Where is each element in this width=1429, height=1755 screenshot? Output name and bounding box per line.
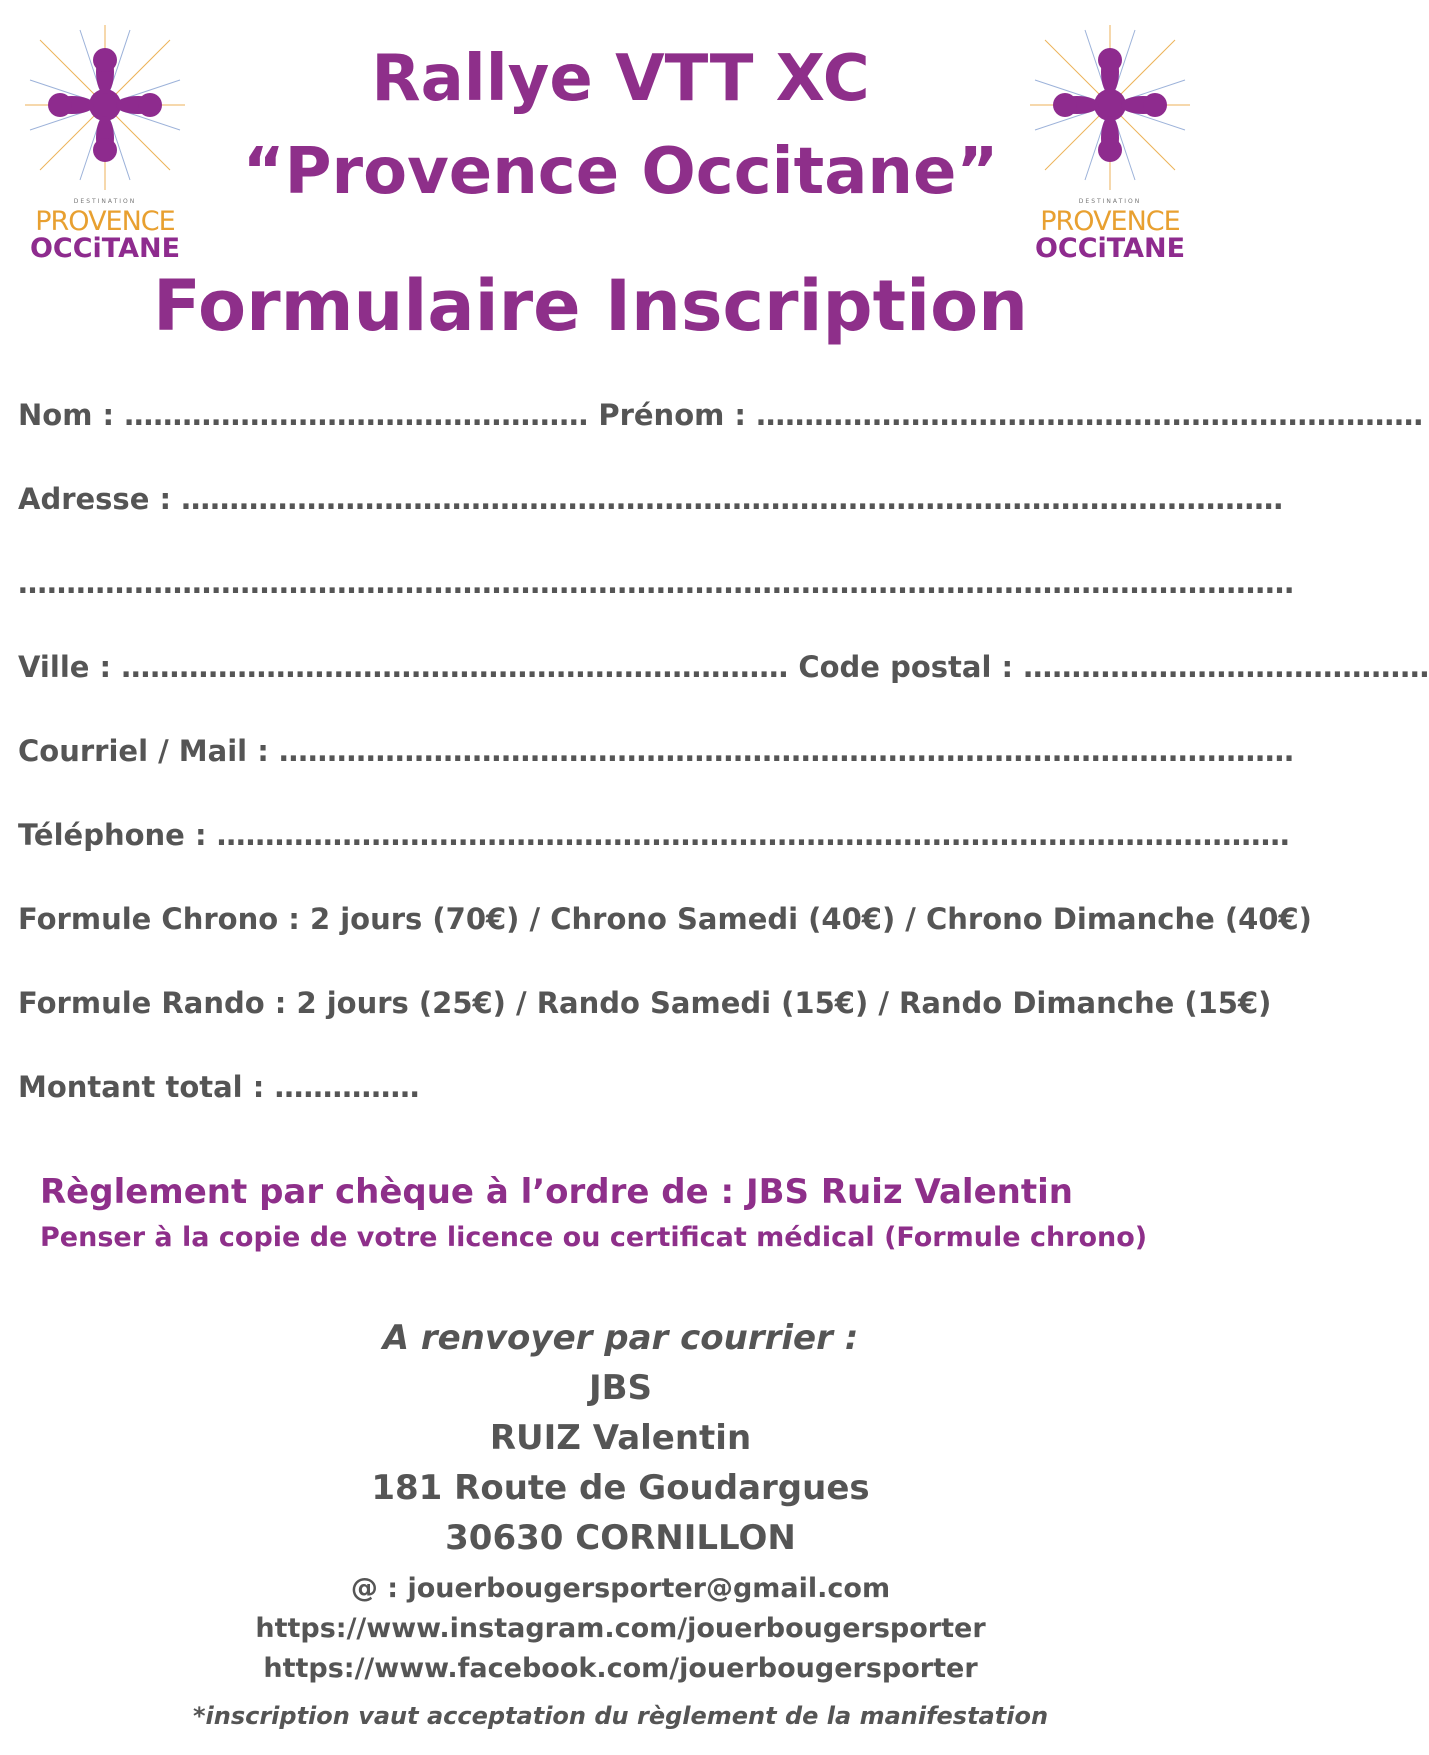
telephone-label: Téléphone : [18,818,207,852]
address-street: 181 Route de Goudargues [371,1468,870,1508]
send-by-mail-intro: A renvoyer par courrier : [382,1318,859,1358]
prenom-field[interactable]: …………………………………………………………… [756,398,1424,432]
nom-label: Nom : [18,398,115,432]
logo-occitane-text: OCCiTANE [1034,233,1186,264]
formule-chrono[interactable]: Formule Chrono : 2 jours (70€) / Chrono Samedi (40€) / Chrono Dimanche (40€) [18,902,1312,936]
logo-destination-text: DESTINATION [73,198,137,205]
code-postal-field[interactable]: …………………………………… [1023,650,1429,684]
logo-destination-text: DESTINATION [1078,198,1142,205]
adresse-line2-row [18,566,1294,600]
address-city: 30630 CORNILLON [445,1518,796,1558]
courriel-row [18,734,1294,768]
montant-total-row [18,1070,419,1104]
logo-provence-text: PROVENCE [35,206,175,237]
ville-label: Ville : [18,650,112,684]
contact-email[interactable]: @ : jouerbougersporter@gmail.com [350,1573,891,1604]
ville-codepostal-row [18,650,1429,684]
title-provence-occitane: “Provence Occitane” [242,135,999,209]
title-formulaire-inscription: Formulaire Inscription [153,265,1028,347]
telephone-row [18,818,1290,852]
footnote: *inscription vaut acceptation du règlement de la manifestation [192,1702,1049,1730]
formule-rando[interactable]: Formule Rando : 2 jours (25€) / Rando Samedi (15€) / Rando Dimanche (15€) [18,986,1272,1020]
montant-total-field[interactable]: …………… [274,1070,420,1104]
logo-provence-text: PROVENCE [1040,206,1180,237]
facebook-link[interactable]: https://www.facebook.com/jouerbougersporter [263,1653,978,1684]
code-postal-label: Code postal : [798,650,1014,684]
prenom-label: Prénom : [598,398,747,432]
courriel-label: Courriel / Mail : [18,734,269,768]
adresse-line2-field[interactable]: …………………………………………………………………………………………………………………… [18,566,1294,600]
instagram-link[interactable]: https://www.instagram.com/jouerbougersporter [255,1613,986,1644]
courriel-field[interactable]: …………………………………………………………………………………………… [278,734,1294,768]
adresse-row [18,482,1283,516]
nom-prenom-row [18,398,1423,432]
address-name-1: JBS [588,1368,653,1408]
logo-occitane-text: OCCiTANE [29,233,181,264]
telephone-field[interactable]: ………………………………………………………………………………………………… [216,818,1290,852]
nom-field[interactable]: ………………………………………… [124,398,589,432]
payment-instruction: Règlement par chèque à l’ordre de : JBS Ruiz Valentin [40,1172,1073,1212]
address-name-2: RUIZ Valentin [489,1418,752,1458]
adresse-label: Adresse : [18,482,172,516]
license-reminder: Penser à la copie de votre licence ou certificat médical (Formule chrono) [40,1222,1148,1253]
ville-field[interactable]: …………………………………………………………… [121,650,789,684]
adresse-field[interactable]: …………………………………………………………………………………………………… [181,482,1284,516]
title-rallye: Rallye VTT XC [371,42,870,116]
montant-total-label: Montant total : [18,1070,265,1104]
